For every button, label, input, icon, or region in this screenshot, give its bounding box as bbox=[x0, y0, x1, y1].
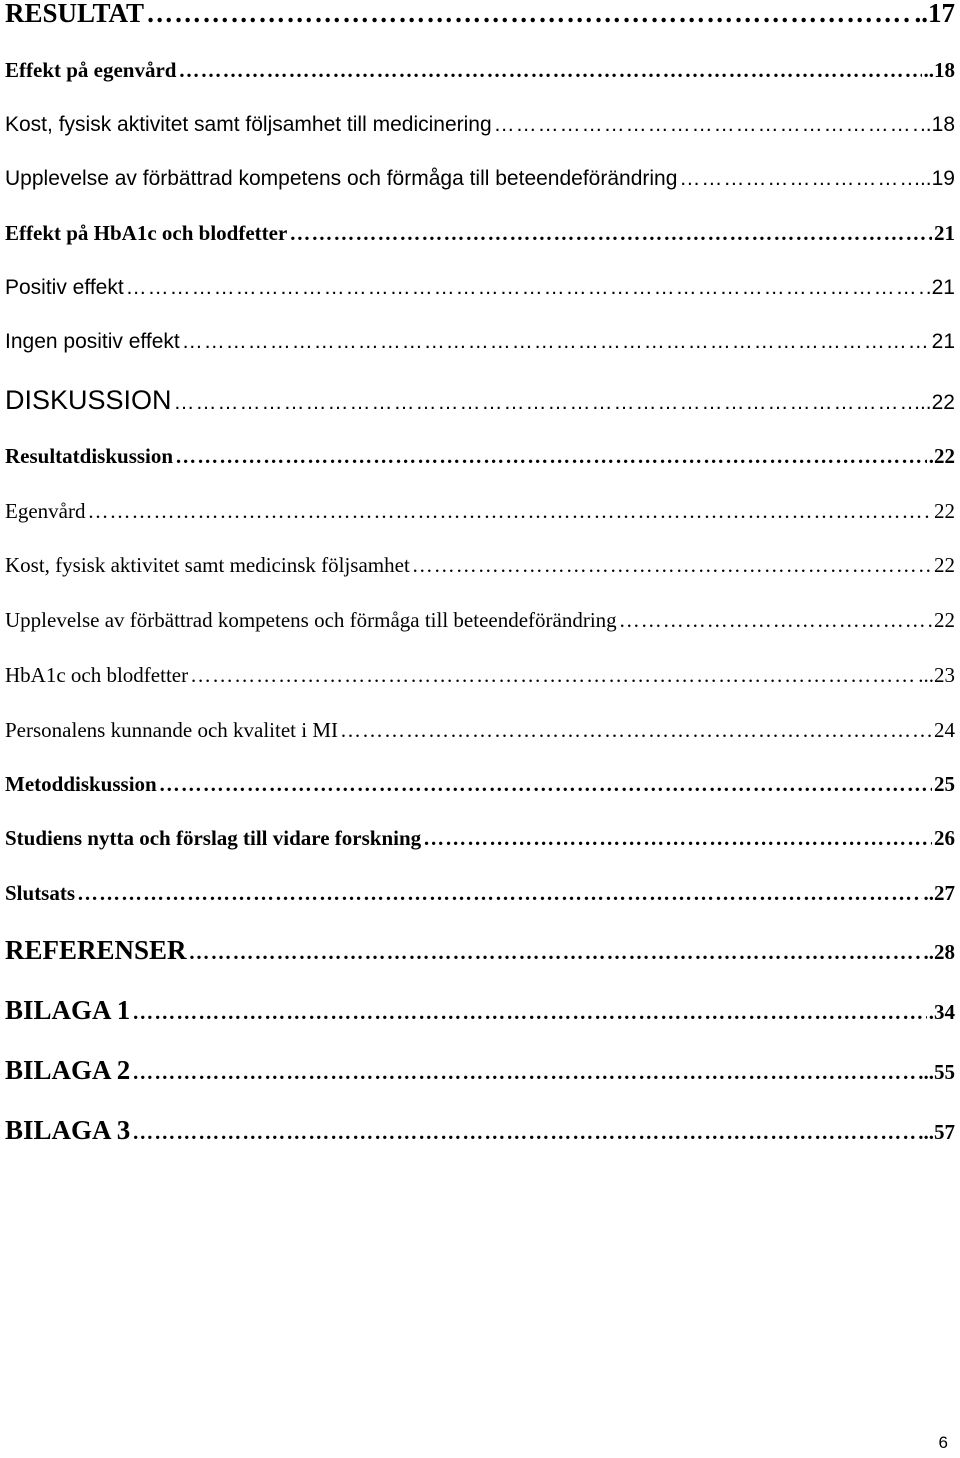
toc-entry-hba1c-blodfetter bbox=[5, 663, 955, 688]
toc-entry-label: RESULTAT bbox=[5, 0, 145, 28]
toc-entry-positiv-effekt bbox=[5, 276, 955, 300]
toc-entry-page: ..28 bbox=[923, 940, 955, 964]
toc-entry-label: BILAGA 3 bbox=[5, 1115, 131, 1145]
toc-leader-dots bbox=[146, 0, 912, 29]
toc-entry-ingen-positiv-effekt bbox=[5, 330, 955, 354]
toc-entry-egenvard bbox=[5, 499, 955, 524]
toc-entry-page: 24 bbox=[934, 718, 955, 742]
toc-entry-resultatdiskussion bbox=[5, 444, 955, 469]
toc-leader-dots bbox=[132, 1000, 926, 1025]
toc-leader-dots bbox=[159, 772, 932, 797]
toc-leader-dots bbox=[179, 58, 922, 83]
toc-entry-label: Positiv effekt bbox=[5, 276, 124, 299]
toc-entry-page: ..17 bbox=[914, 0, 955, 28]
toc-entry-label: Kost, fysisk aktivitet samt följsamhet till medicinering bbox=[5, 113, 492, 136]
toc-entry-page: ..18 bbox=[923, 58, 955, 82]
toc-leader-dots bbox=[190, 663, 916, 688]
toc-entry-label: Resultatdiskussion bbox=[5, 444, 174, 468]
toc-entry-page: 21 bbox=[934, 221, 955, 245]
toc-entry-page: 25 bbox=[934, 772, 955, 796]
toc-entry-label: Personalens kunnande och kvalitet i MI bbox=[5, 718, 339, 742]
toc-entry-page: 22 bbox=[934, 499, 955, 523]
toc-entry-upplevelse-diskussion bbox=[5, 608, 955, 633]
toc-entry-diskussion bbox=[5, 385, 955, 416]
toc-leader-dots bbox=[679, 167, 912, 191]
toc-entry-page: ...55 bbox=[918, 1060, 955, 1084]
toc-entry-label: Effekt på HbA1c och blodfetter bbox=[5, 221, 288, 245]
toc-leader-dots bbox=[132, 1060, 916, 1085]
toc-leader-dots bbox=[494, 113, 918, 137]
toc-entry-upplevelse bbox=[5, 167, 955, 191]
toc-entry-page: ..18 bbox=[919, 113, 955, 136]
toc-entry-page: ...19 bbox=[914, 167, 955, 190]
toc-entry-page: ..27 bbox=[923, 881, 955, 905]
toc-entry-page: 21 bbox=[931, 330, 955, 353]
toc-entry-label: Slutsats bbox=[5, 881, 76, 905]
toc-entry-label: Upplevelse av förbättrad kompetens och förmåga till beteendeförändring bbox=[5, 608, 617, 632]
toc-leader-dots bbox=[619, 608, 932, 633]
toc-entry-label: REFERENSER bbox=[5, 935, 187, 965]
toc-leader-dots bbox=[423, 826, 932, 851]
toc-entry-label: Effekt på egenvård bbox=[5, 58, 177, 82]
toc-entry-page: 22 bbox=[934, 553, 955, 577]
toc-entry-effekt-hba1c bbox=[5, 221, 955, 246]
toc-entry-bilaga-1 bbox=[5, 995, 955, 1026]
toc-entry-label: HbA1c och blodfetter bbox=[5, 663, 189, 687]
toc-entry-label: Kost, fysisk aktivitet samt medicinsk följsamhet bbox=[5, 553, 410, 577]
toc-leader-dots bbox=[182, 330, 930, 354]
toc-entry-metoddiskussion bbox=[5, 772, 955, 797]
toc-entry-personalens-kunnande bbox=[5, 718, 955, 743]
toc-entry-label: Metoddiskussion bbox=[5, 772, 157, 796]
toc-entry-studiens-nytta bbox=[5, 826, 955, 851]
toc-leader-dots bbox=[174, 391, 913, 415]
page-number: 6 bbox=[938, 1433, 948, 1452]
toc-entry-label: BILAGA 1 bbox=[5, 995, 131, 1025]
toc-entry-bilaga-2 bbox=[5, 1055, 955, 1086]
toc-leader-dots bbox=[340, 718, 932, 743]
toc-entry-kost-medicinering bbox=[5, 113, 955, 137]
toc-leader-dots bbox=[132, 1120, 916, 1145]
toc-leader-dots bbox=[87, 499, 932, 524]
toc-entry-page: 22 bbox=[934, 608, 955, 632]
toc-leader-dots bbox=[175, 444, 927, 469]
toc-entry-resultat bbox=[5, 0, 955, 29]
toc-entry-effekt-pa-egenvard bbox=[5, 58, 955, 83]
toc-entry-referenser bbox=[5, 935, 955, 966]
toc-entry-slutsats bbox=[5, 881, 955, 906]
toc-entry-page: .22 bbox=[928, 444, 955, 468]
toc-leader-dots bbox=[77, 881, 921, 906]
toc-entry-page: ...22 bbox=[914, 391, 955, 414]
toc-entry-kost-foljsamhet bbox=[5, 553, 955, 578]
toc-entry-bilaga-3 bbox=[5, 1115, 955, 1146]
toc-entry-label: DISKUSSION bbox=[5, 385, 172, 415]
toc-leader-dots bbox=[189, 940, 922, 965]
toc-leader-dots bbox=[126, 276, 924, 300]
toc-entry-label: BILAGA 2 bbox=[5, 1055, 131, 1085]
toc-leader-dots bbox=[289, 221, 932, 246]
toc-entry-page: .34 bbox=[928, 1000, 955, 1024]
toc-entry-page: .21 bbox=[925, 276, 955, 299]
toc-entry-page: 26 bbox=[934, 826, 955, 850]
toc-entry-label: Studiens nytta och förslag till vidare forskning bbox=[5, 826, 422, 850]
toc-entry-label: Egenvård bbox=[5, 499, 86, 523]
toc-entry-page: ...23 bbox=[918, 663, 955, 687]
toc-entry-label: Ingen positiv effekt bbox=[5, 330, 180, 353]
toc-entry-page: ...57 bbox=[918, 1120, 955, 1144]
toc-entry-label: Upplevelse av förbättrad kompetens och förmåga till beteendeförändring bbox=[5, 167, 678, 190]
toc-leader-dots bbox=[412, 553, 932, 578]
